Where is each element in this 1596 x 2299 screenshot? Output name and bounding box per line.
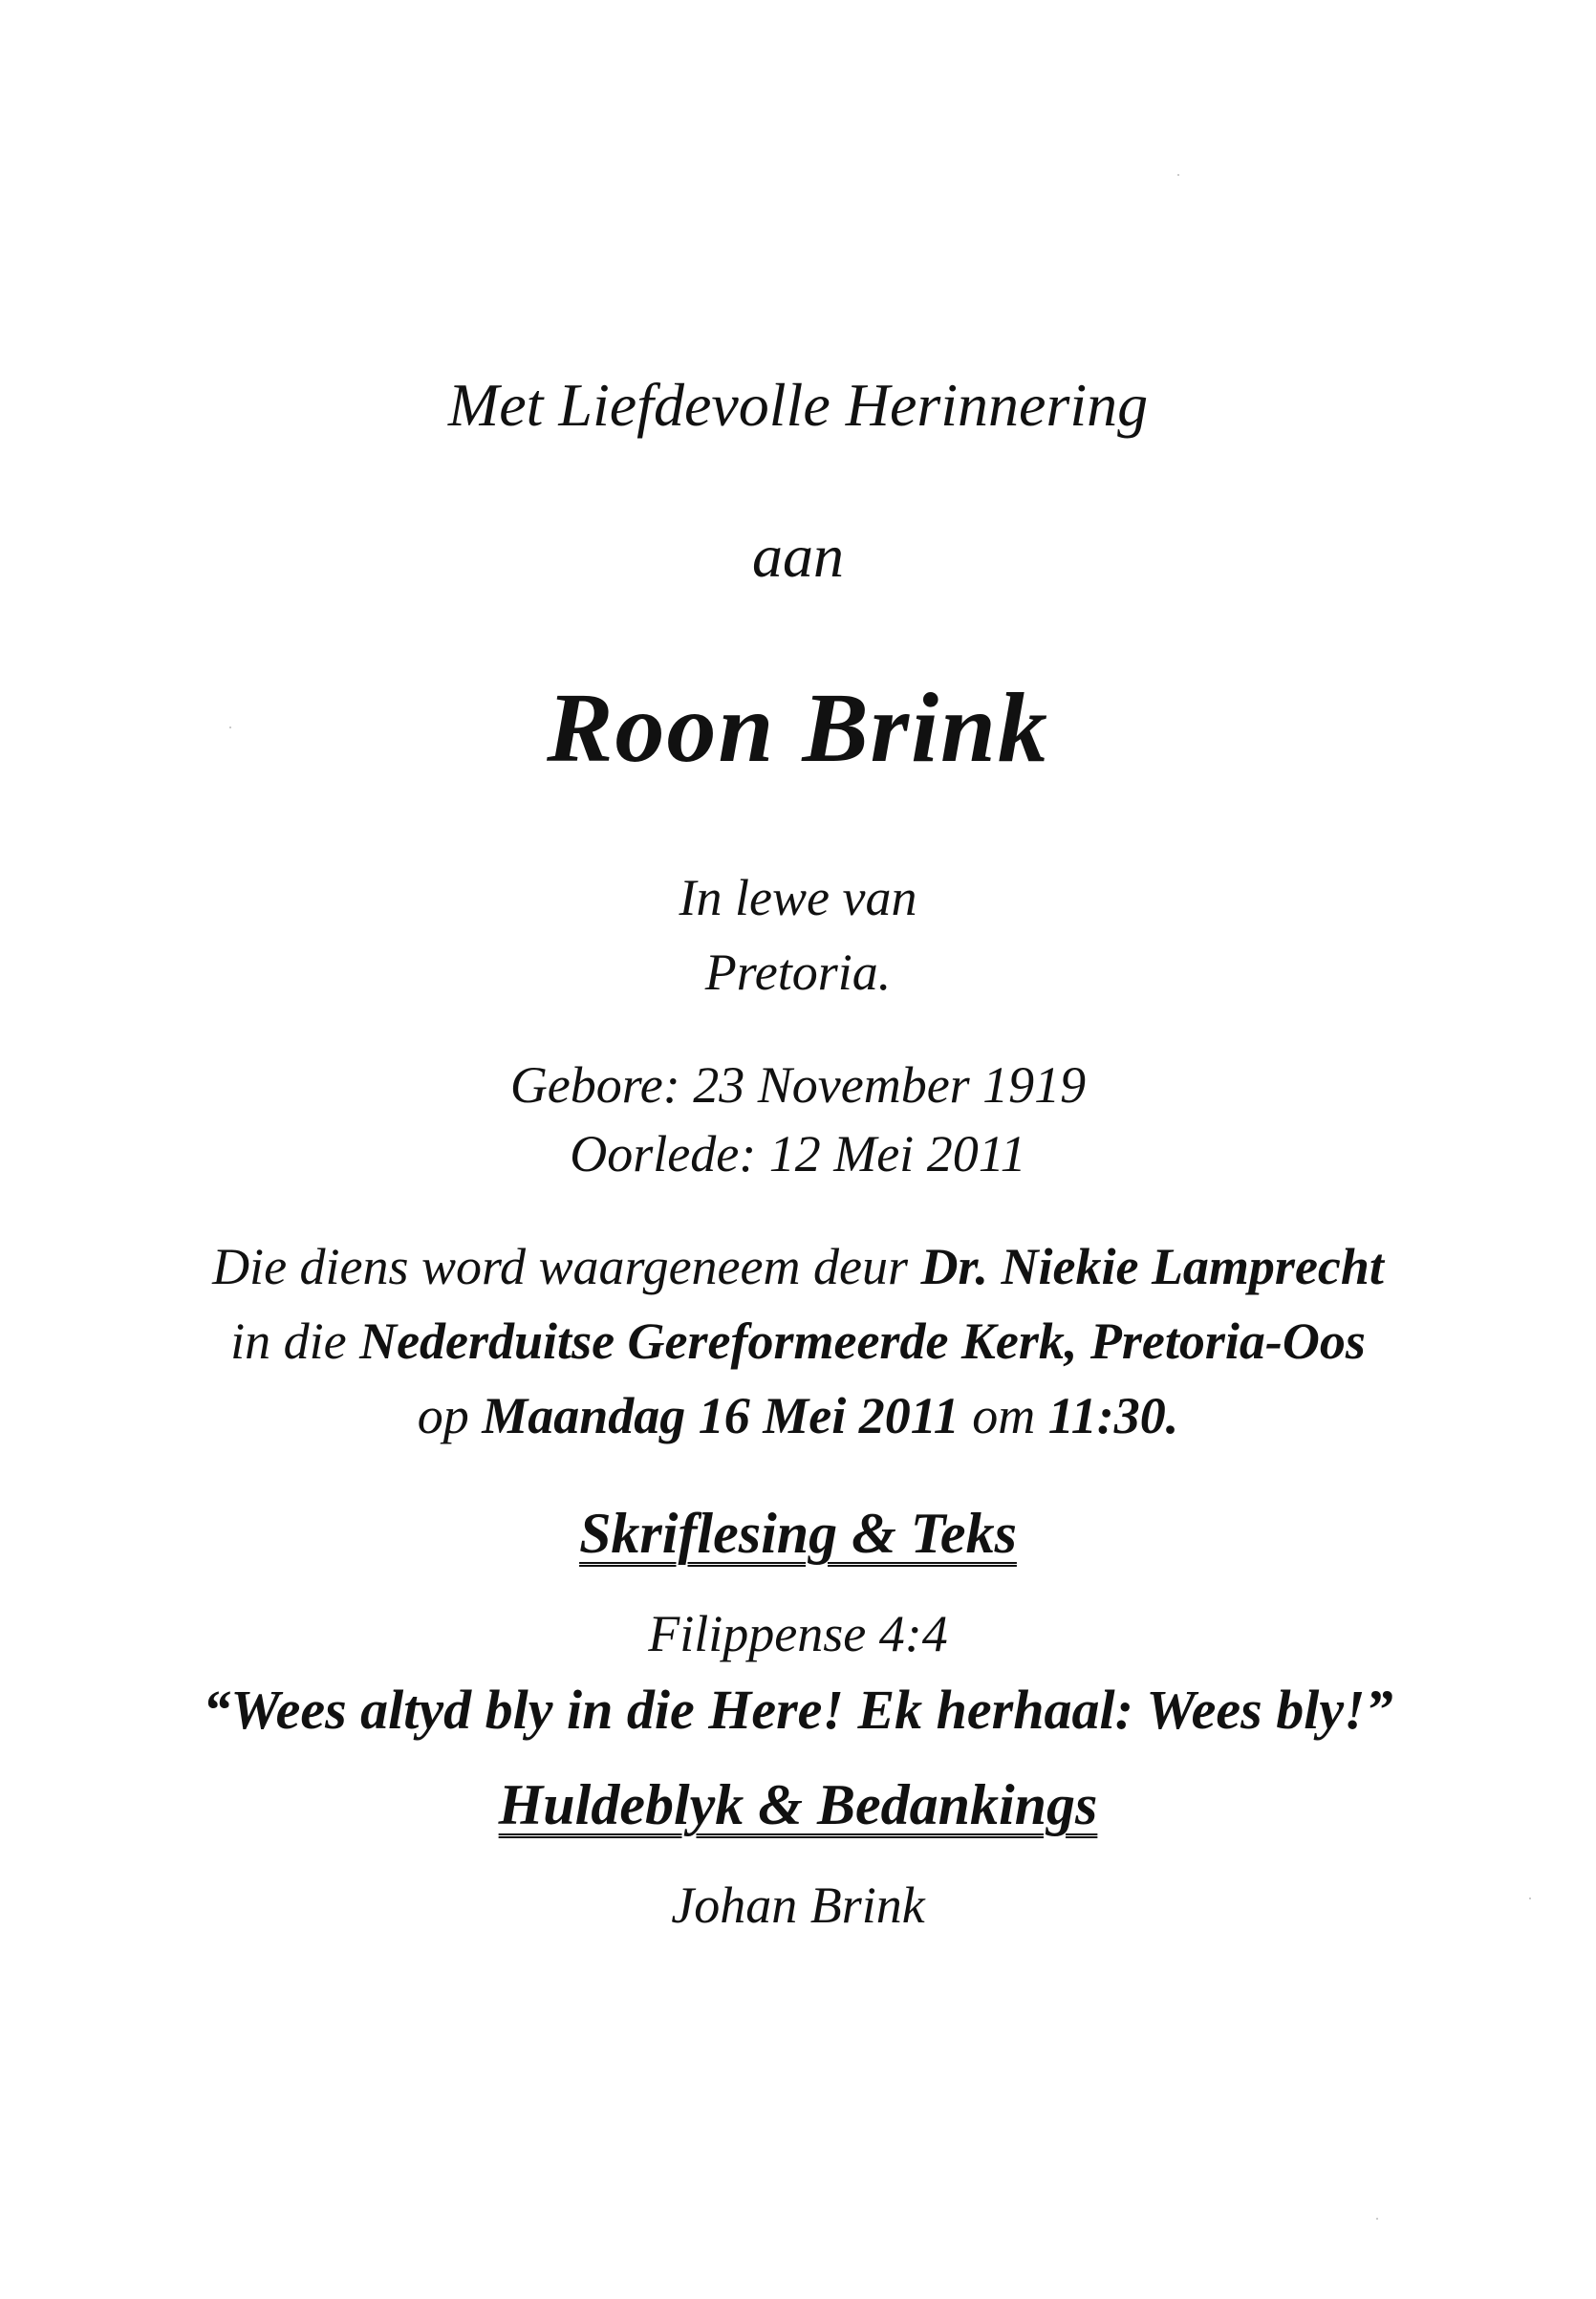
- card-heading: Met Liefdevolle Herinnering: [447, 371, 1149, 439]
- church-name: Nederduitse Gereformeerde Kerk, Pretoria-Oos: [359, 1312, 1366, 1370]
- service-om: om: [959, 1387, 1048, 1444]
- service-date: Maandag 16 Mei 2011: [482, 1387, 960, 1444]
- service-intro: Die diens word waargeneem deur: [212, 1238, 921, 1295]
- died-label: Oorlede:: [570, 1125, 757, 1182]
- service-time: 11:30.: [1047, 1387, 1179, 1444]
- service-line-1: [0, 1238, 1596, 1295]
- section-heading-scripture: Skriflesing & Teks: [579, 1502, 1017, 1565]
- died-date: 12 Mei 2011: [768, 1125, 1026, 1182]
- scan-speck: [1177, 174, 1179, 176]
- section-heading-tribute: Huldeblyk & Bedankings: [498, 1773, 1098, 1836]
- born-label: Gebore:: [509, 1056, 680, 1114]
- scan-speck: [1376, 2218, 1378, 2220]
- residence-place: Pretoria.: [704, 943, 892, 1001]
- service-op: op: [417, 1387, 483, 1444]
- scan-speck: [229, 727, 231, 728]
- in-lewe-van-label: In lewe van: [679, 869, 917, 926]
- born-date: 23 November 1919: [693, 1056, 1087, 1114]
- service-line-3: [0, 1387, 1596, 1444]
- service-line-2: [0, 1312, 1596, 1370]
- deceased-name: Roon Brink: [547, 673, 1049, 783]
- scripture-reference: Filippense 4:4: [648, 1605, 948, 1662]
- death-line: [0, 1125, 1596, 1182]
- service-in-die: in die: [230, 1312, 360, 1370]
- birth-line: [0, 1056, 1596, 1114]
- officiant-name: Dr. Niekie Lamprecht: [920, 1238, 1384, 1295]
- connector-text: aan: [752, 522, 844, 590]
- scripture-quote: “Wees altyd bly in die Here! Ek herhaal: Wees bly!”: [203, 1679, 1393, 1741]
- scan-speck: [1529, 1898, 1531, 1899]
- tribute-person: Johan Brink: [671, 1876, 925, 1934]
